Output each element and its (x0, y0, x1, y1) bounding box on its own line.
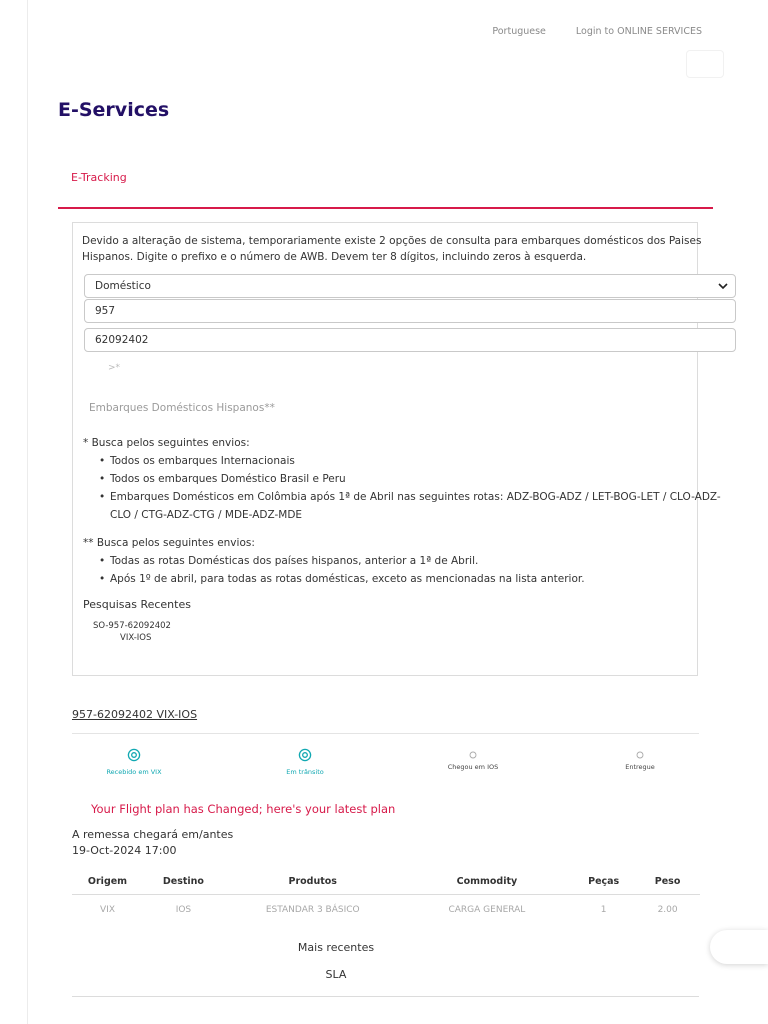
step-arrived (408, 751, 538, 771)
recent-search-item[interactable] (93, 620, 171, 644)
shipment-type-select[interactable] (84, 274, 736, 298)
table-cell: VIX (100, 905, 115, 915)
tab-underline (58, 207, 713, 209)
column-header: Peças (572, 868, 635, 895)
eta-label: A remessa chegará em/antes (72, 828, 234, 841)
left-border (27, 0, 28, 1024)
recent-search-route: VIX-IOS (120, 633, 152, 643)
tab-e-tracking[interactable]: E-Tracking (71, 171, 127, 184)
language-link[interactable]: Portuguese (492, 26, 546, 37)
table-cell: 2.00 (657, 905, 678, 915)
status-target-icon (298, 748, 312, 762)
floating-chat-button[interactable] (710, 930, 768, 964)
status-circle-icon (636, 751, 644, 759)
step-label: Em trânsito (286, 768, 324, 776)
section2-list (110, 552, 710, 588)
section2-title: ** Busca pelos seguintes envios: (83, 537, 255, 549)
login-link[interactable]: Login to ONLINE SERVICES (575, 26, 702, 37)
section1-list (110, 452, 730, 524)
step-label: Chegou em IOS (447, 763, 499, 771)
domestic-hispanic-label[interactable]: Embarques Domésticos Hispanos** (89, 402, 275, 414)
recent-search-awb: SO-957-62092402 (93, 621, 171, 631)
section1-title: * Busca pelos seguintes envios: (83, 437, 250, 449)
column-header: Commodity (402, 868, 573, 895)
table-cell: CARGA GENERAL (448, 905, 526, 915)
page-title: E-Services (58, 99, 170, 121)
table-cell: 1 (600, 905, 607, 915)
shipment-type-value: Doméstico (95, 280, 151, 292)
chevron-down-icon (716, 276, 730, 296)
column-header: Peso (635, 868, 700, 895)
sla-label: SLA (325, 968, 347, 981)
divider (72, 996, 699, 997)
divider (72, 733, 699, 734)
table-cell: ESTANDAR 3 BÁSICO (265, 905, 360, 915)
column-header: Produtos (224, 868, 402, 895)
column-header: Destino (143, 868, 224, 895)
status-circle-icon (469, 751, 477, 759)
eta-value: 19-Oct-2024 17:00 (72, 844, 177, 857)
step-received (69, 748, 199, 776)
table-cell: IOS (175, 905, 192, 915)
search-hint: >* (108, 363, 121, 373)
step-label: Recebido em VIX (106, 768, 162, 776)
flight-plan-warning: Your Flight plan has Changed; here's your latest plan (91, 802, 396, 816)
table-header-row (72, 868, 700, 895)
list-item: • Após 1º de abril, para todas as rotas domésticas, exceto as mencionadas na lista anterior. (110, 570, 710, 588)
top-nav (492, 26, 702, 37)
status-target-icon (127, 748, 141, 762)
recent-searches-title: Pesquisas Recentes (83, 598, 191, 611)
awb-prefix-input[interactable] (84, 299, 736, 323)
column-header: Origem (72, 868, 143, 895)
list-item: • Todos os embarques Doméstico Brasil e Peru (110, 470, 730, 488)
awb-number-input[interactable] (84, 328, 736, 352)
list-item: • Embarques Domésticos em Colômbia após 1ª de Abril nas seguintes rotas: ADZ-BOG-ADZ / LET-BOG-LET / CLO-ADZ-CLO / CTG-ADZ-CTG / MDE-ADZ-MDE (110, 488, 730, 524)
step-in-transit (240, 748, 370, 776)
menu-button[interactable] (686, 50, 724, 78)
system-notice: Devido a alteração de sistema, temporariamente existe 2 opções de consulta para embarques domésticos dos Paises Hispanos. Digite o prefixo e o número de AWB. Devem ter 8 dígitos, incluindo zeros à esquerda. (82, 235, 702, 263)
step-label: Entregue (625, 763, 655, 771)
flight-plan-table (72, 868, 700, 925)
list-item: • Todos os embarques Internacionais (110, 452, 730, 470)
mais-recentes-label: Mais recentes (297, 941, 375, 954)
list-item: • Todas as rotas Domésticas dos países hispanos, anterior a 1ª de Abril. (110, 552, 710, 570)
step-delivered (575, 751, 705, 771)
shipment-link[interactable]: 957-62092402 VIX-IOS (72, 708, 198, 721)
table-row (72, 895, 700, 926)
